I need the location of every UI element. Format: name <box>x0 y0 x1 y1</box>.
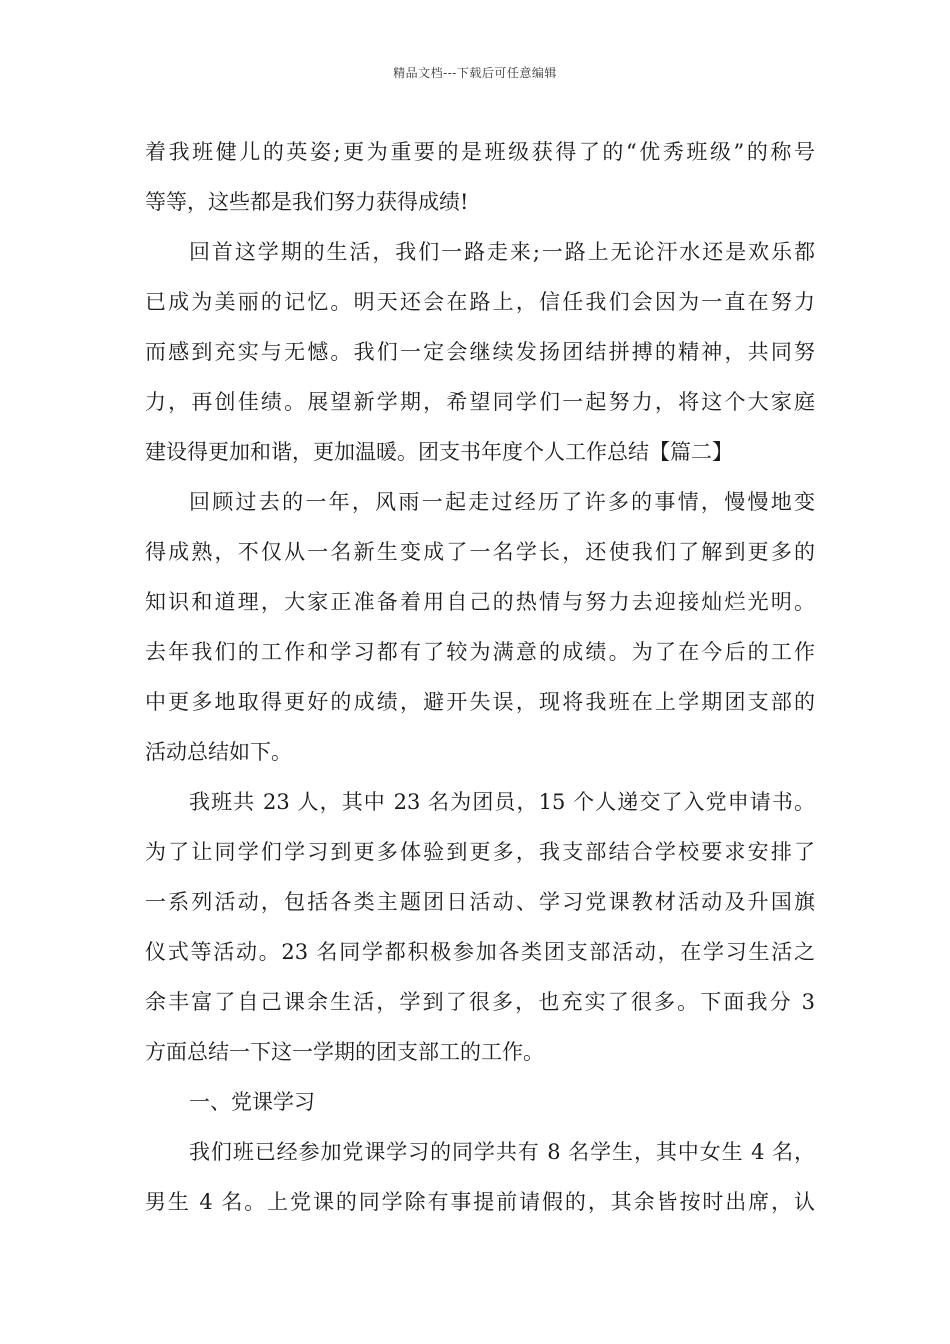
text-line: 去年我们的工作和学习都有了较为满意的成绩。为了在今后的工作 <box>145 640 815 664</box>
text-line: 知识和道理，大家正准备着用自己的热情与努力去迎接灿烂光明。 <box>145 590 815 614</box>
text-line: 而感到充实与无憾。我们一定会继续发扬团结拼搏的精神，共同努 <box>145 340 815 364</box>
text-line: 活动总结如下。 <box>145 740 292 764</box>
text-line: 方面总结一下这一学期的团支部工的工作。 <box>145 1040 544 1064</box>
text-line: 回首这学期的生活，我们一路走来;一路上无论汗水还是欢乐都 <box>189 240 815 264</box>
paragraph <box>145 127 815 227</box>
text-line: 男生 4 名。上党课的同学除有事提前请假的，其余皆按时出席，认 <box>145 1190 815 1214</box>
paragraph <box>145 1127 815 1227</box>
document-body <box>145 127 815 1227</box>
text-line: 我们班已经参加党课学习的同学共有 8 名学生，其中女生 4 名， <box>189 1140 815 1164</box>
text-line: 我班共 23 人，其中 23 名为团员，15 个人递交了入党申请书。 <box>189 790 815 814</box>
text-line: 已成为美丽的记忆。明天还会在路上，信任我们会因为一直在努力 <box>145 290 815 314</box>
text-line: 得成熟，不仅从一名新生变成了一名学长，还使我们了解到更多的 <box>145 540 815 564</box>
text-line: 一、党课学习 <box>189 1090 315 1114</box>
text-line: 回顾过去的一年，风雨一起走过经历了许多的事情，慢慢地变 <box>189 490 815 514</box>
text-line: 建设得更加和谐，更加温暖。团支书年度个人工作总结【篇二】 <box>145 440 733 464</box>
paragraph <box>145 777 815 1077</box>
paragraph <box>145 477 815 777</box>
header-text: 精品文档---下载后可任意编辑 <box>393 66 557 80</box>
text-line: 着我班健儿的英姿;更为重要的是班级获得了的“优秀班级”的称号 <box>145 140 815 164</box>
text-line: 一系列活动，包括各类主题团日活动、学习党课教材活动及升国旗 <box>145 890 815 914</box>
text-line: 余丰富了自己课余生活，学到了很多，也充实了很多。下面我分 3 <box>145 990 815 1014</box>
paragraph <box>145 227 815 477</box>
text-line: 仪式等活动。23 名同学都积极参加各类团支部活动，在学习生活之 <box>145 940 815 964</box>
text-line: 力，再创佳绩。展望新学期，希望同学们一起努力，将这个大家庭 <box>145 390 815 414</box>
paragraph <box>145 1077 815 1127</box>
text-line: 为了让同学们学习到更多体验到更多，我支部结合学校要求安排了 <box>145 840 815 864</box>
page-header <box>0 64 950 81</box>
text-line: 中更多地取得更好的成绩，避开失误，现将我班在上学期团支部的 <box>145 690 815 714</box>
text-line: 等等，这些都是我们努力获得成绩! <box>145 190 469 214</box>
